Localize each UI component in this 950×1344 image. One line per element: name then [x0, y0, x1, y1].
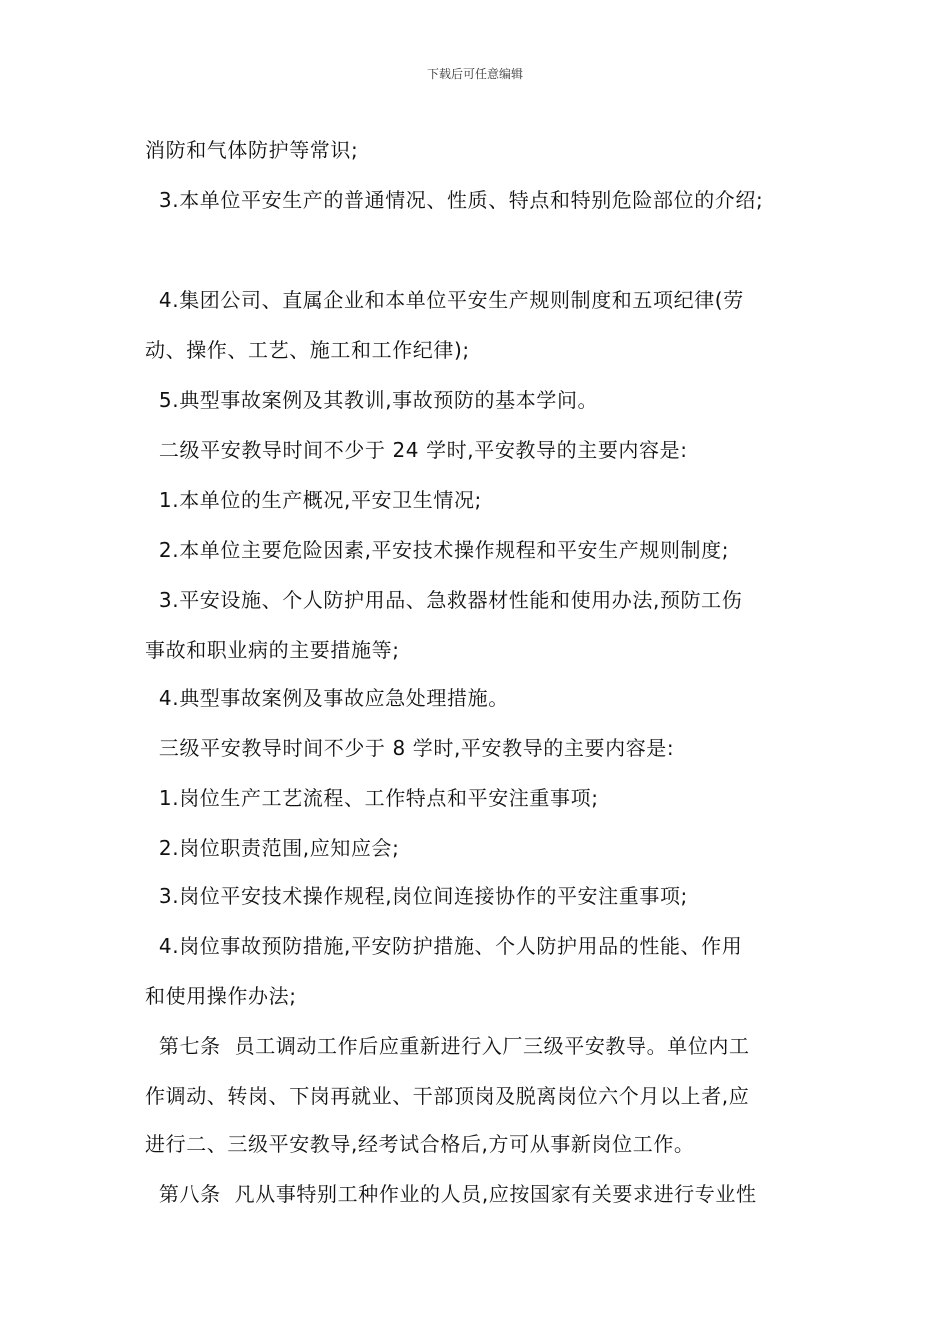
text-line-17: 和使用操作办法; [145, 984, 297, 1008]
text-line-12: 三级平安教导时间不少于 8 学时,平安教导的主要内容是: [145, 736, 675, 760]
text-line-10: 事故和职业病的主要措施等; [145, 638, 400, 662]
text-line-1: 消防和气体防护等常识; [145, 138, 359, 162]
text-line-13: 1.岗位生产工艺流程、工作特点和平安注重事项; [145, 786, 599, 810]
text-line-11: 4.典型事故案例及事故应急处理措施。 [145, 686, 509, 710]
text-line-2: 3.本单位平安生产的普通情况、性质、特点和特别危险部位的介绍; [145, 188, 764, 212]
text-line-4: 动、操作、工艺、施工和工作纪律); [145, 338, 470, 362]
text-line-18: 第七条 员工调动工作后应重新进行入厂三级平安教导。单位内工 [145, 1034, 750, 1058]
text-line-19: 作调动、转岗、下岗再就业、干部顶岗及脱离岗位六个月以上者,应 [145, 1084, 750, 1108]
page-header-note: 下载后可任意编辑 [426, 67, 523, 81]
text-line-14: 2.岗位职责范围,应知应会; [145, 836, 400, 860]
text-line-21: 第八条 凡从事特别工种作业的人员,应按国家有关要求进行专业性 [145, 1182, 757, 1206]
text-line-3: 4.集团公司、直属企业和本单位平安生产规则制度和五项纪律(劳 [145, 288, 744, 312]
text-line-9: 3.平安设施、个人防护用品、急救器材性能和使用办法,预防工伤 [145, 588, 743, 612]
text-line-7: 1.本单位的生产概况,平安卫生情况; [145, 488, 482, 512]
text-line-16: 4.岗位事故预防措施,平安防护措施、个人防护用品的性能、作用 [145, 934, 743, 958]
text-line-6: 二级平安教导时间不少于 24 学时,平安教导的主要内容是: [145, 438, 688, 462]
text-line-8: 2.本单位主要危险因素,平安技术操作规程和平安生产规则制度; [145, 538, 730, 562]
text-line-5: 5.典型事故案例及其教训,事故预防的基本学问。 [145, 388, 599, 412]
text-line-15: 3.岗位平安技术操作规程,岗位间连接协作的平安注重事项; [145, 884, 688, 908]
text-line-20: 进行二、三级平安教导,经考试合格后,方可从事新岗位工作。 [145, 1132, 695, 1156]
